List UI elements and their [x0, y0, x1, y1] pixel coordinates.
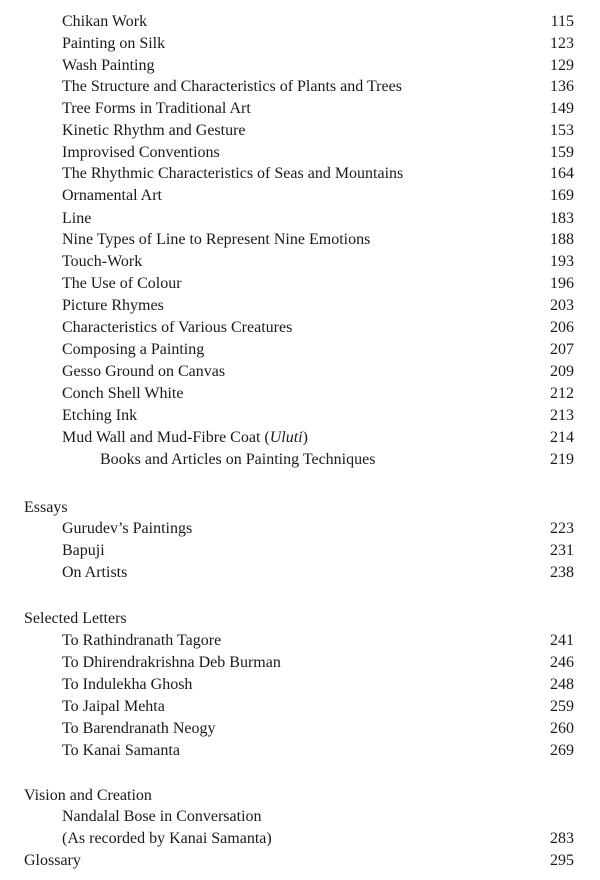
- toc-entry[interactable]: [0, 405, 600, 427]
- entry-title: Books and Articles on Painting Techniques: [100, 451, 376, 468]
- entry-page-number: 259: [550, 698, 574, 715]
- toc-entry[interactable]: [0, 185, 600, 207]
- toc-entry[interactable]: [0, 33, 600, 55]
- entry-title: [62, 427, 308, 449]
- entry-title: Conch Shell White: [62, 385, 184, 402]
- toc-entry[interactable]: [0, 427, 600, 449]
- entry-page-number: 207: [550, 341, 574, 358]
- entry-title-text: ): [302, 429, 308, 446]
- entry-title: Gurudev’s Paintings: [62, 520, 193, 537]
- entry-page-number: 214: [550, 429, 574, 446]
- entry-page-number: 246: [550, 654, 574, 671]
- entry-page-number: 223: [550, 520, 574, 537]
- toc-entry[interactable]: [0, 696, 600, 718]
- toc-entry[interactable]: [0, 630, 600, 652]
- entry-page-number: 248: [550, 676, 574, 693]
- entry-title: (As recorded by Kanai Samanta): [62, 830, 272, 847]
- section-heading[interactable]: [0, 785, 600, 807]
- entry-title: Gesso Ground on Canvas: [62, 363, 226, 380]
- entry-title: Touch-Work: [62, 253, 143, 270]
- toc-entry[interactable]: [0, 449, 600, 471]
- toc-entry[interactable]: [0, 339, 600, 361]
- entry-page-number: 203: [550, 297, 574, 314]
- entry-title-text: Mud Wall and Mud-Fibre Coat (: [62, 429, 270, 446]
- toc-entry[interactable]: [0, 251, 600, 273]
- entry-page-number: 115: [550, 13, 574, 30]
- toc-entry[interactable]: [0, 55, 600, 77]
- entry-page-number: 169: [550, 187, 574, 204]
- entry-title: To Jaipal Mehta: [62, 698, 165, 715]
- section-heading-text: Selected Letters: [24, 610, 127, 627]
- section-page-number: 295: [550, 852, 574, 869]
- section-heading-text: Essays: [24, 499, 68, 516]
- entry-title: To Indulekha Ghosh: [62, 676, 193, 693]
- entry-page-number: 241: [550, 632, 574, 649]
- toc-entry[interactable]: [0, 295, 600, 317]
- entry-title: Ornamental Art: [62, 187, 162, 204]
- entry-page-number: 193: [550, 253, 574, 270]
- entry-title: The Use of Colour: [62, 275, 182, 292]
- entry-page-number: 149: [550, 100, 574, 117]
- entry-page-number: 283: [550, 830, 574, 847]
- entry-title: Tree Forms in Traditional Art: [62, 100, 251, 117]
- entry-title: To Kanai Samanta: [62, 742, 180, 759]
- section-heading[interactable]: [0, 850, 600, 872]
- entry-page-number: 164: [550, 165, 574, 182]
- entry-page-number: 212: [550, 385, 574, 402]
- entry-title: Line: [62, 210, 92, 227]
- entry-title: Painting on Silk: [62, 35, 166, 52]
- toc-entry[interactable]: [0, 76, 600, 98]
- entry-page-number: 269: [550, 742, 574, 759]
- entry-title: Kinetic Rhythm and Gesture: [62, 122, 246, 139]
- entry-page-number: 123: [550, 35, 574, 52]
- entry-page-number: 213: [550, 407, 574, 424]
- entry-page-number: 129: [550, 57, 574, 74]
- entry-title: To Dhirendrakrishna Deb Burman: [62, 654, 281, 671]
- entry-title: Improvised Conventions: [62, 144, 220, 161]
- toc-entry[interactable]: [0, 806, 600, 828]
- entry-title: Nine Types of Line to Represent Nine Emotions: [62, 231, 371, 248]
- entry-page-number: 206: [550, 319, 574, 336]
- section-heading[interactable]: [0, 497, 600, 519]
- toc-entry[interactable]: [0, 828, 600, 850]
- section-heading-text: Glossary: [24, 852, 81, 869]
- toc-entry[interactable]: [0, 229, 600, 251]
- entry-title: Composing a Painting: [62, 341, 205, 358]
- toc-entry[interactable]: [0, 562, 600, 584]
- toc-entry[interactable]: [0, 383, 600, 405]
- toc-entry[interactable]: [0, 518, 600, 540]
- toc-entry[interactable]: [0, 163, 600, 185]
- toc-entry[interactable]: [0, 273, 600, 295]
- entry-page-number: 231: [550, 542, 574, 559]
- entry-title: Bapuji: [62, 542, 105, 559]
- entry-page-number: 238: [550, 564, 574, 581]
- entry-page-number: 153: [550, 122, 574, 139]
- entry-title: To Barendranath Neogy: [62, 720, 216, 737]
- entry-page-number: 209: [550, 363, 574, 380]
- entry-page-number: 183: [550, 210, 574, 227]
- entry-title: Picture Rhymes: [62, 297, 164, 314]
- entry-page-number: 159: [550, 144, 574, 161]
- entry-title: The Rhythmic Characteristics of Seas and Mountains: [62, 165, 404, 182]
- toc-entry[interactable]: [0, 142, 600, 164]
- entry-title: Nandalal Bose in Conversation: [62, 808, 262, 825]
- entry-page-number: 196: [550, 275, 574, 292]
- entry-title: Characteristics of Various Creatures: [62, 319, 293, 336]
- toc-entry[interactable]: [0, 120, 600, 142]
- entry-title: The Structure and Characteristics of Plants and Trees: [62, 78, 402, 95]
- toc-entry[interactable]: [0, 540, 600, 562]
- entry-title: Chikan Work: [62, 13, 148, 30]
- toc-entry[interactable]: [0, 718, 600, 740]
- entry-page-number: 260: [550, 720, 574, 737]
- toc-entry[interactable]: [0, 740, 600, 762]
- entry-page-number: 136: [550, 78, 574, 95]
- toc-entry[interactable]: [0, 317, 600, 339]
- toc-entry[interactable]: [0, 11, 600, 33]
- entry-title: Etching Ink: [62, 407, 138, 424]
- section-heading[interactable]: [0, 608, 600, 630]
- entry-title: On Artists: [62, 564, 128, 581]
- entry-page-number: 188: [550, 231, 574, 248]
- toc-entry[interactable]: [0, 652, 600, 674]
- entry-title-italic: Uluti: [269, 429, 303, 446]
- toc-entry[interactable]: [0, 98, 600, 120]
- section-heading-text: Vision and Creation: [24, 787, 152, 804]
- toc-entry[interactable]: [0, 361, 600, 383]
- entry-title: To Rathindranath Tagore: [62, 632, 222, 649]
- entry-title: Wash Painting: [62, 57, 155, 74]
- entry-page-number: 219: [550, 451, 574, 468]
- toc-entry[interactable]: [0, 208, 600, 230]
- toc-entry[interactable]: [0, 674, 600, 696]
